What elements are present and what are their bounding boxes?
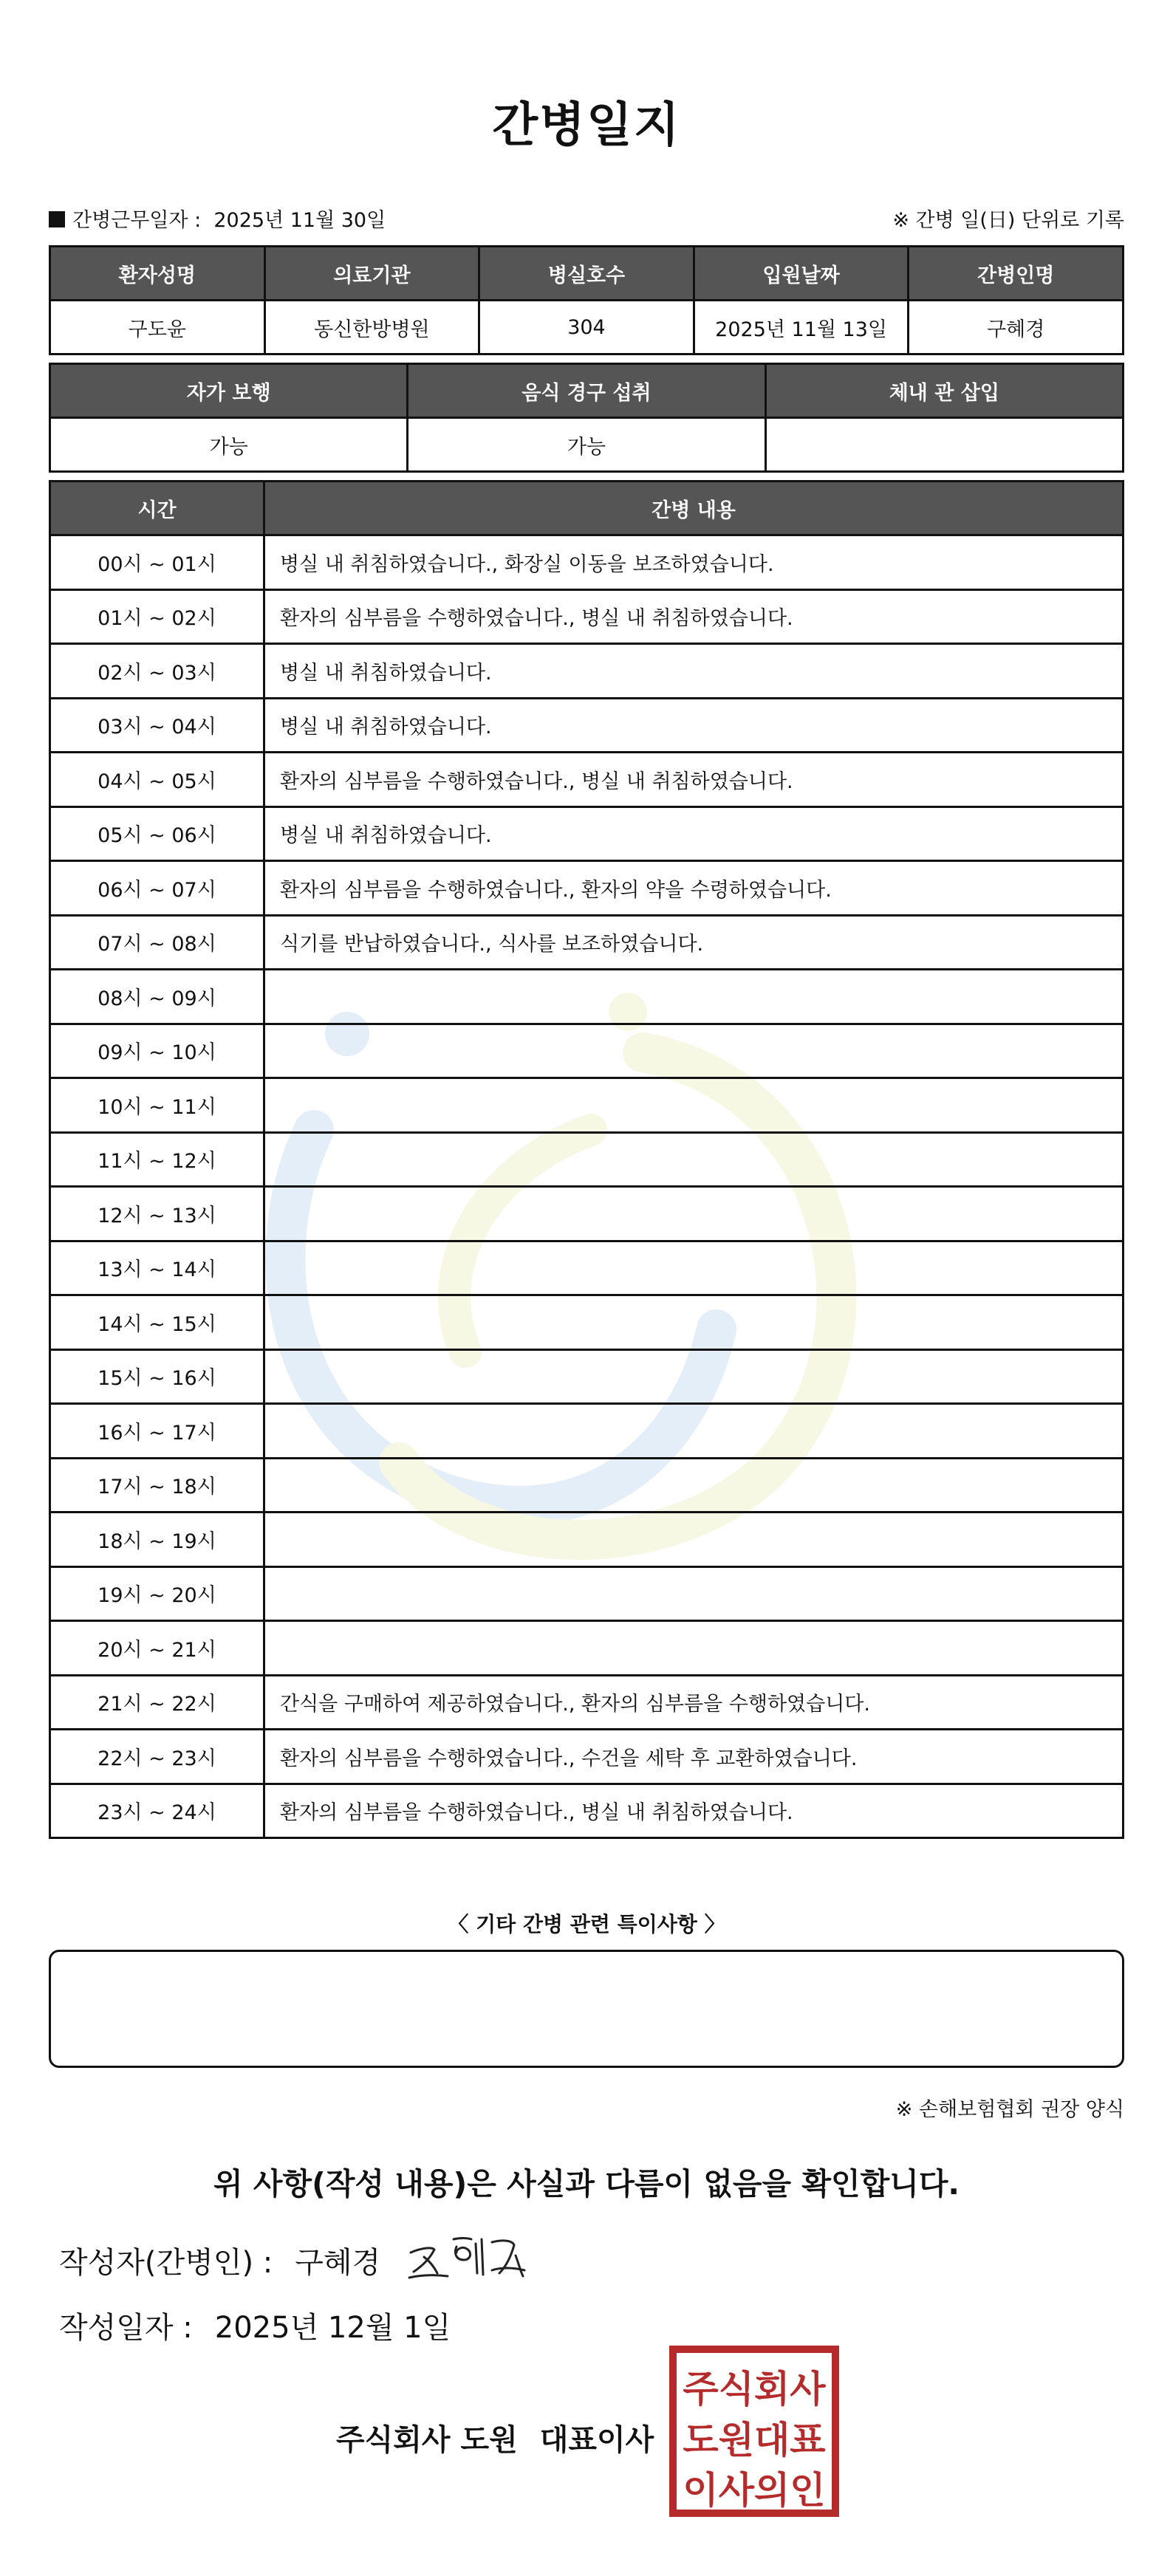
table-row [50,1187,1124,1241]
written-date-label: 작성일자 : [59,2311,193,2345]
work-date [49,204,386,233]
patient-status-table [49,363,1124,473]
table-row [50,970,1124,1024]
header-patient-name: 환자성명 [50,247,265,301]
time-cell: 09시 ~ 10시 [50,1024,264,1078]
table-row [50,1241,1124,1295]
seal-text-line-1: 주식회사 [683,2368,826,2411]
content-cell: 환자의 심부름을 수행하였습니다., 병실 내 취침하였습니다. [264,589,1124,644]
content-cell: 환자의 심부름을 수행하였습니다., 환자의 약을 수령하였습니다. [264,861,1124,916]
header-hospital: 의료기관 [264,247,479,301]
hospital: 동신한방병원 [264,301,479,354]
care-log-header-row [50,482,1124,535]
representative-title: 대표이사 [539,2423,654,2457]
content-cell [264,1513,1124,1567]
table-row [50,1078,1124,1133]
room-number: 304 [479,301,694,354]
time-cell: 19시 ~ 20시 [50,1566,264,1621]
table-row [50,1621,1124,1676]
table-row [50,753,1124,807]
content-cell [264,970,1124,1024]
unit-note: ※ 간병 일(日) 단위로 기록 [892,209,1124,232]
patient-info-value-row [50,301,1124,354]
time-cell: 21시 ~ 22시 [50,1675,264,1730]
oral-intake-status: 가능 [408,418,765,472]
tube-insertion-status [765,418,1123,472]
status-value-row [50,418,1124,472]
content-cell [264,1024,1124,1078]
company-seal-stamp [669,2346,839,2517]
time-cell: 18시 ~ 19시 [50,1513,264,1567]
writer-name: 구혜경 [295,2246,381,2280]
table-row [50,1024,1124,1078]
content-cell: 환자의 심부름을 수행하였습니다., 병실 내 취침하였습니다. [264,1784,1124,1838]
content-cell [264,1078,1124,1133]
association-note: ※ 손해보험협회 권장 양식 [895,2098,1124,2121]
caregiver-name: 구혜경 [909,301,1124,354]
header-admission-date: 입원날짜 [694,247,909,301]
table-row [50,1132,1124,1187]
written-date-line [59,2304,451,2346]
time-cell: 16시 ~ 17시 [50,1404,264,1459]
time-cell: 06시 ~ 07시 [50,861,264,916]
table-row [50,1513,1124,1567]
table-row [50,535,1124,590]
time-cell: 14시 ~ 15시 [50,1295,264,1350]
table-row [50,1349,1124,1404]
header-walking: 자가 보행 [50,364,408,418]
table-row [50,1730,1124,1784]
time-cell: 02시 ~ 03시 [50,644,264,699]
seal-text-line-3: 이사의인 [683,2469,826,2512]
time-cell: 00시 ~ 01시 [50,535,264,590]
walking-status: 가능 [50,418,408,472]
content-cell [264,1404,1124,1459]
header-oral-intake: 음식 경구 섭취 [408,364,765,418]
table-row [50,861,1124,916]
special-notes-title: 〈 기타 간병 관련 특이사항 〉 [448,1912,725,1936]
table-row [50,1566,1124,1621]
content-cell: 병실 내 취침하였습니다. [264,644,1124,699]
table-row [50,644,1124,699]
content-cell: 식기를 반납하였습니다., 식사를 보조하였습니다. [264,915,1124,970]
time-cell: 03시 ~ 04시 [50,698,264,753]
seal-text-line-2: 도원대표 [683,2419,826,2462]
special-notes-box [49,1950,1124,2068]
writer-label: 작성자(간병인) : [59,2246,273,2280]
handwritten-signature [405,2229,530,2288]
header-time: 시간 [50,482,264,535]
square-bullet-icon [49,211,65,227]
work-date-label: 간병근무일자 : [72,209,202,232]
table-row [50,1675,1124,1730]
table-row [50,806,1124,861]
header-room: 병실호수 [479,247,694,301]
status-header-row [50,364,1124,418]
page-title: 간병일지 [492,98,681,153]
work-date-value: 2025년 11월 30일 [213,209,386,232]
time-cell: 15시 ~ 16시 [50,1349,264,1404]
content-cell: 환자의 심부름을 수행하였습니다., 병실 내 취침하였습니다. [264,753,1124,807]
written-date-value: 2025년 12월 1일 [214,2311,451,2345]
content-cell [264,1349,1124,1404]
time-cell: 01시 ~ 02시 [50,589,264,644]
time-cell: 04시 ~ 05시 [50,753,264,807]
content-cell: 병실 내 취침하였습니다., 화장실 이동을 보조하였습니다. [264,535,1124,590]
content-cell [264,1241,1124,1295]
content-cell [264,1295,1124,1350]
table-row [50,1784,1124,1838]
table-row [50,698,1124,753]
header-care-content: 간병 내용 [264,482,1124,535]
time-cell: 08시 ~ 09시 [50,970,264,1024]
care-log-table [49,480,1124,1839]
table-row [50,589,1124,644]
time-cell: 22시 ~ 23시 [50,1730,264,1784]
time-cell: 13시 ~ 14시 [50,1241,264,1295]
content-cell: 간식을 구매하여 제공하였습니다., 환자의 심부름을 수행하였습니다. [264,1675,1124,1730]
table-row [50,1458,1124,1513]
content-cell: 환자의 심부름을 수행하였습니다., 수건을 세탁 후 교환하였습니다. [264,1730,1124,1784]
writer-line [59,2239,380,2281]
time-cell: 07시 ~ 08시 [50,915,264,970]
content-cell [264,1566,1124,1621]
content-cell: 병실 내 취침하였습니다. [264,698,1124,753]
header-tube-insertion: 체내 관 삽입 [765,364,1123,418]
table-row [50,915,1124,970]
time-cell: 11시 ~ 12시 [50,1132,264,1187]
content-cell [264,1458,1124,1513]
patient-name: 구도윤 [50,301,265,354]
admission-date: 2025년 11월 13일 [694,301,909,354]
table-row [50,1404,1124,1459]
company-signature [336,2416,654,2459]
header-caregiver-name: 간병인명 [909,247,1124,301]
content-cell [264,1187,1124,1241]
time-cell: 23시 ~ 24시 [50,1784,264,1838]
time-cell: 20시 ~ 21시 [50,1621,264,1676]
content-cell: 병실 내 취침하였습니다. [264,806,1124,861]
company-name: 주식회사 도원 [336,2423,518,2457]
patient-info-header-row [50,247,1124,301]
patient-info-table [49,245,1124,355]
time-cell: 12시 ~ 13시 [50,1187,264,1241]
time-cell: 17시 ~ 18시 [50,1458,264,1513]
time-cell: 10시 ~ 11시 [50,1078,264,1133]
time-cell: 05시 ~ 06시 [50,806,264,861]
content-cell [264,1621,1124,1676]
table-row [50,1295,1124,1350]
confirmation-statement: 위 사항(작성 내용)은 사실과 다름이 없음을 확인합니다. [213,2166,960,2202]
content-cell [264,1132,1124,1187]
